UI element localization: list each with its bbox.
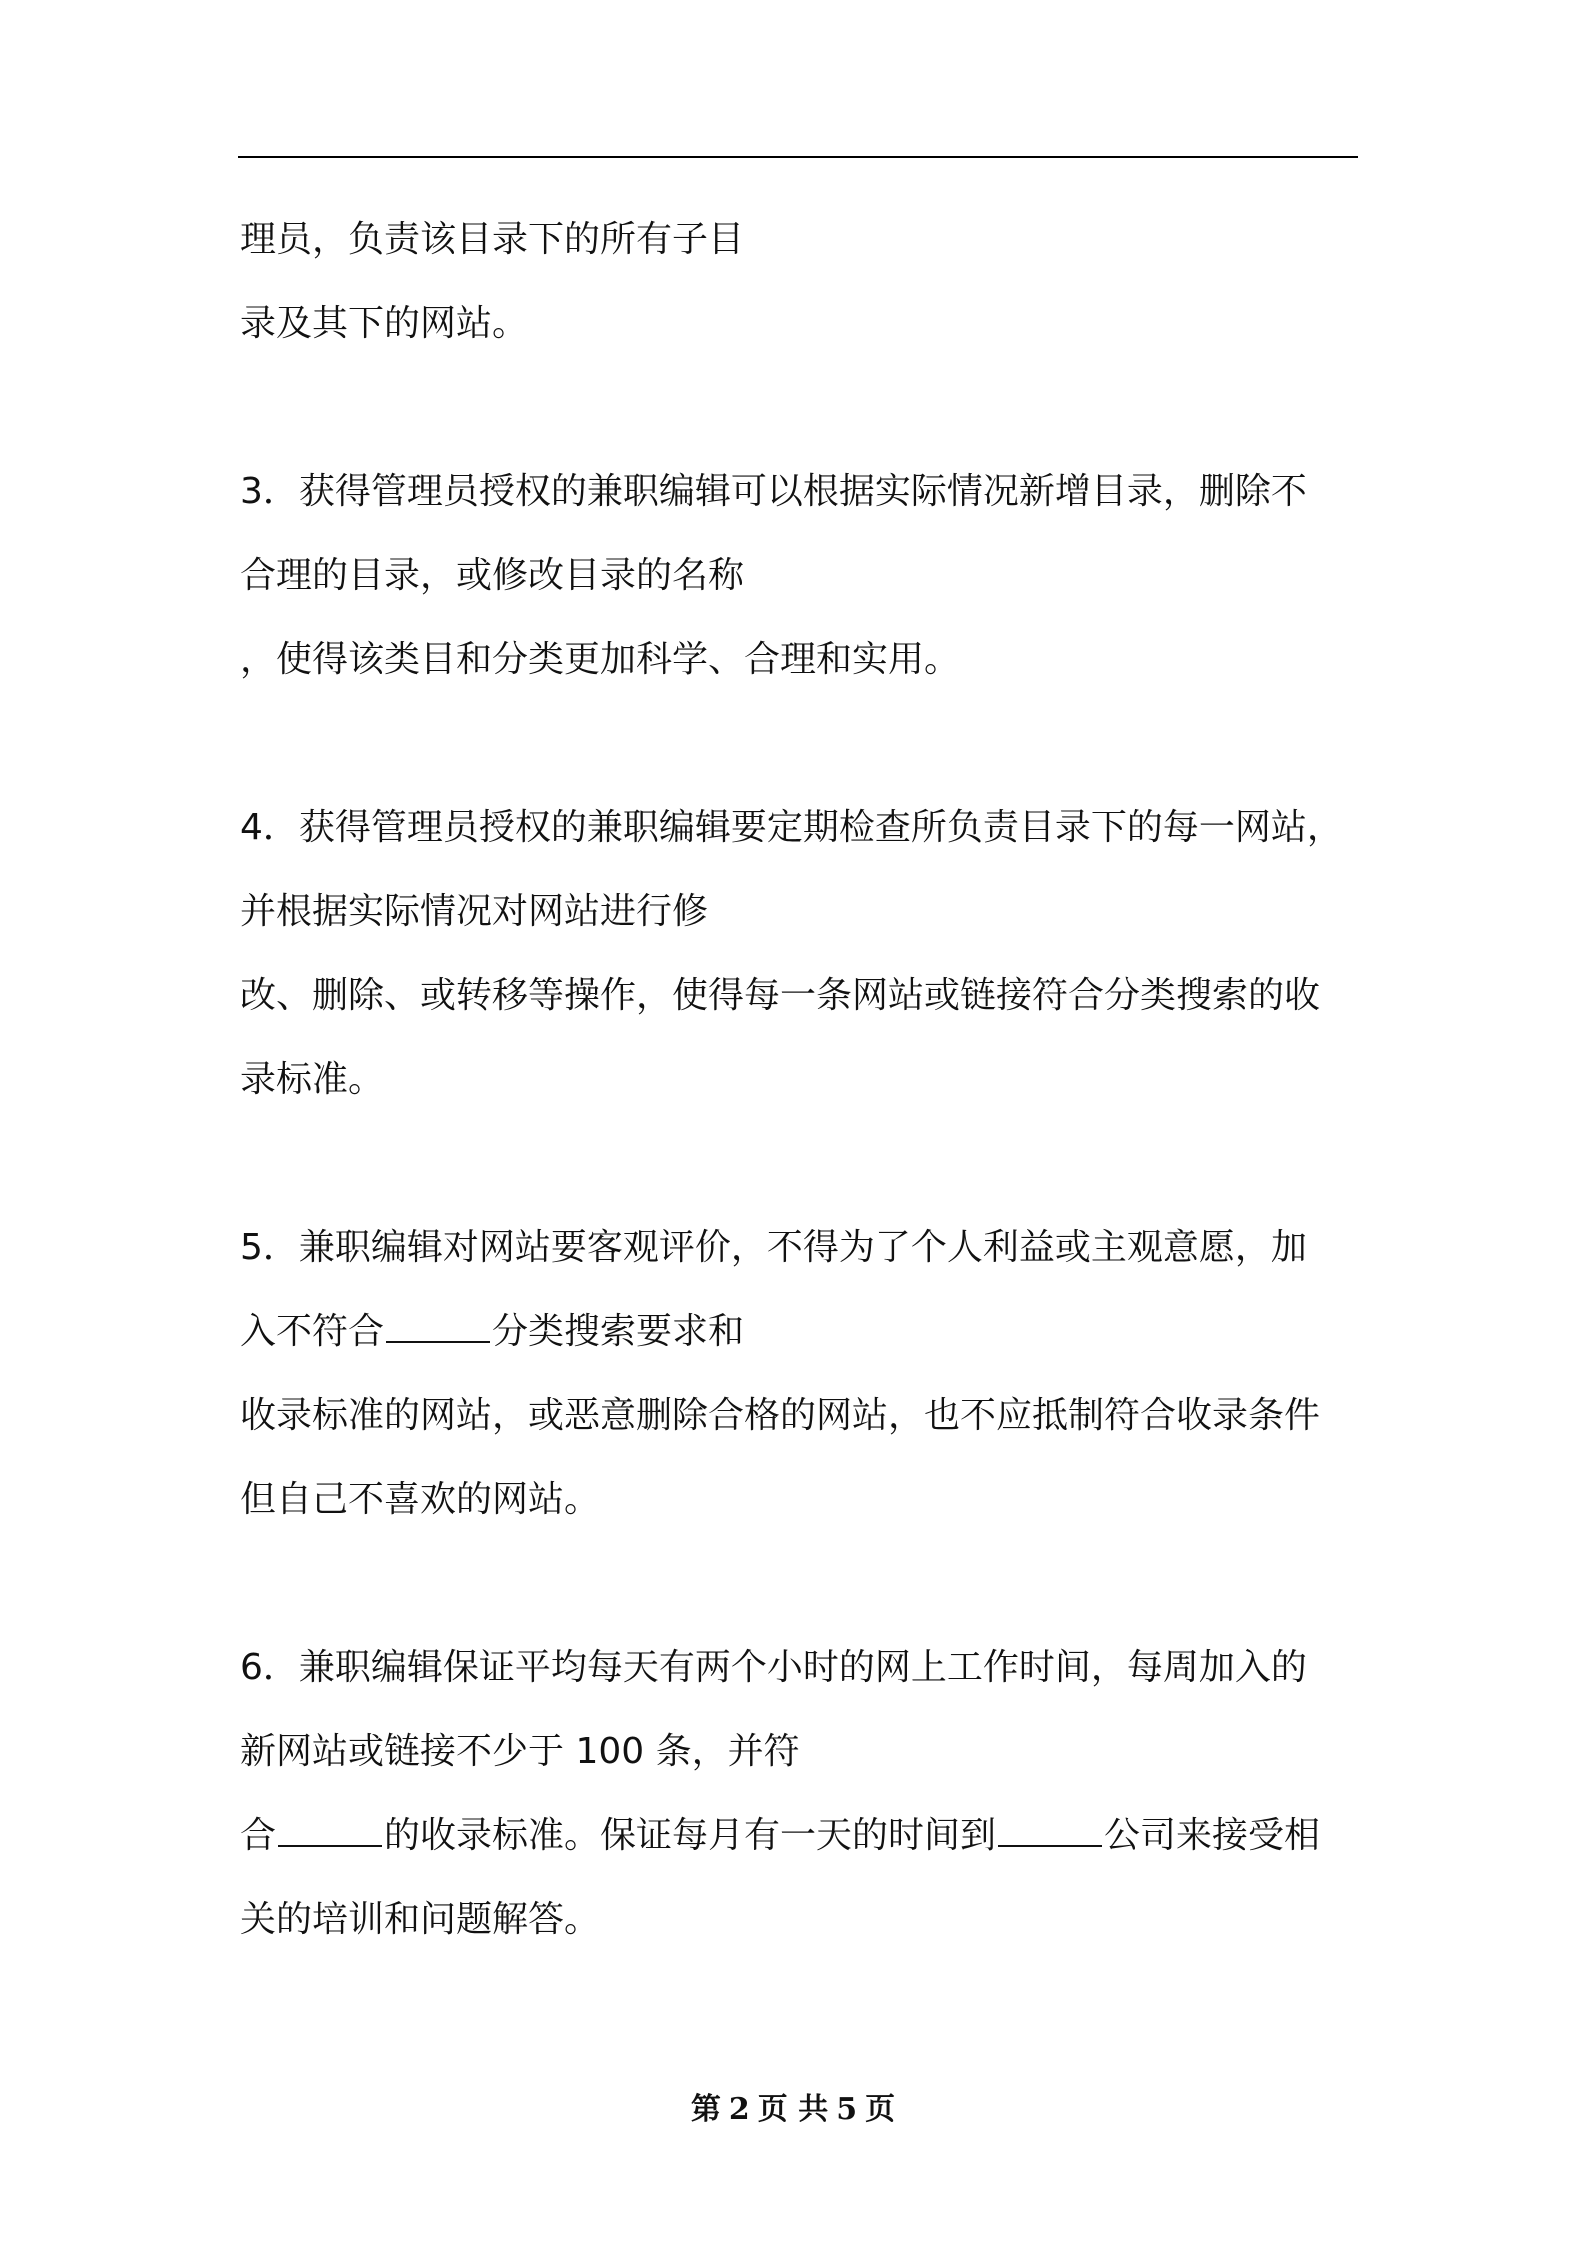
paragraph-gap (240, 366, 1362, 450)
paragraph-5-line-3: 收录标准的网站，或恶意删除合格的网站，也不应抵制符合收录条件 (240, 1395, 1321, 1436)
document-body (240, 198, 1362, 1962)
footer-suffix: 页 (865, 2092, 896, 2127)
footer-total-pages: 5 (836, 2092, 858, 2127)
paragraph-gap (240, 702, 1362, 786)
paragraph-3-line-1: 3．获得管理员授权的兼职编辑可以根据实际情况新增目录，删除不 (240, 471, 1307, 512)
header-rule (238, 156, 1358, 158)
footer-prefix: 第 (690, 2092, 721, 2127)
paragraph-intro-line-2: 录及其下的网站。 (240, 303, 529, 344)
fill-in-blank (998, 1815, 1102, 1847)
paragraph-5-line-2 (240, 1290, 1362, 1374)
paragraph-6-text: 合 (240, 1815, 277, 1856)
paragraph-5-line-4: 但自己不喜欢的网站。 (240, 1479, 601, 1520)
paragraph-gap (240, 1542, 1362, 1626)
paragraph-intro-line-1: 理员，负责该目录下的所有子目 (240, 219, 745, 260)
footer-page-number: 2 (728, 2092, 750, 2127)
paragraph-5-text: 分类搜索要求和 (492, 1311, 745, 1352)
paragraph-6-text: 的收录标准。保证每月有一天的时间到 (384, 1815, 997, 1856)
paragraph-gap (240, 1122, 1362, 1206)
paragraph-6-text: 公司来接受相 (1104, 1815, 1321, 1856)
paragraph-4-line-3: 改、删除、或转移等操作，使得每一条网站或链接符合分类搜索的收 (240, 975, 1321, 1016)
paragraph-3-line-3: ，使得该类目和分类更加科学、合理和实用。 (240, 639, 961, 680)
fill-in-blank (386, 1311, 490, 1343)
fill-in-blank (278, 1815, 382, 1847)
paragraph-4-line-1: 4．获得管理员授权的兼职编辑要定期检查所负责目录下的每一网站， (240, 807, 1343, 848)
page-footer (0, 2090, 1586, 2130)
paragraph-6-line-3 (240, 1794, 1362, 1878)
paragraph-6-line-2: 新网站或链接不少于 100 条，并符 (240, 1731, 800, 1772)
paragraph-5-line-1: 5．兼职编辑对网站要客观评价，不得为了个人利益或主观意愿，加 (240, 1227, 1307, 1268)
paragraph-4-line-2: 并根据实际情况对网站进行修 (240, 891, 709, 932)
footer-mid: 页 共 (757, 2092, 829, 2127)
paragraph-6-line-4: 关的培训和问题解答。 (240, 1899, 601, 1940)
paragraph-5-text: 入不符合 (240, 1311, 385, 1352)
paragraph-4-line-4: 录标准。 (240, 1059, 385, 1100)
paragraph-6-line-1: 6．兼职编辑保证平均每天有两个小时的网上工作时间，每周加入的 (240, 1647, 1307, 1688)
paragraph-3-line-2: 合理的目录，或修改目录的名称 (240, 555, 745, 596)
